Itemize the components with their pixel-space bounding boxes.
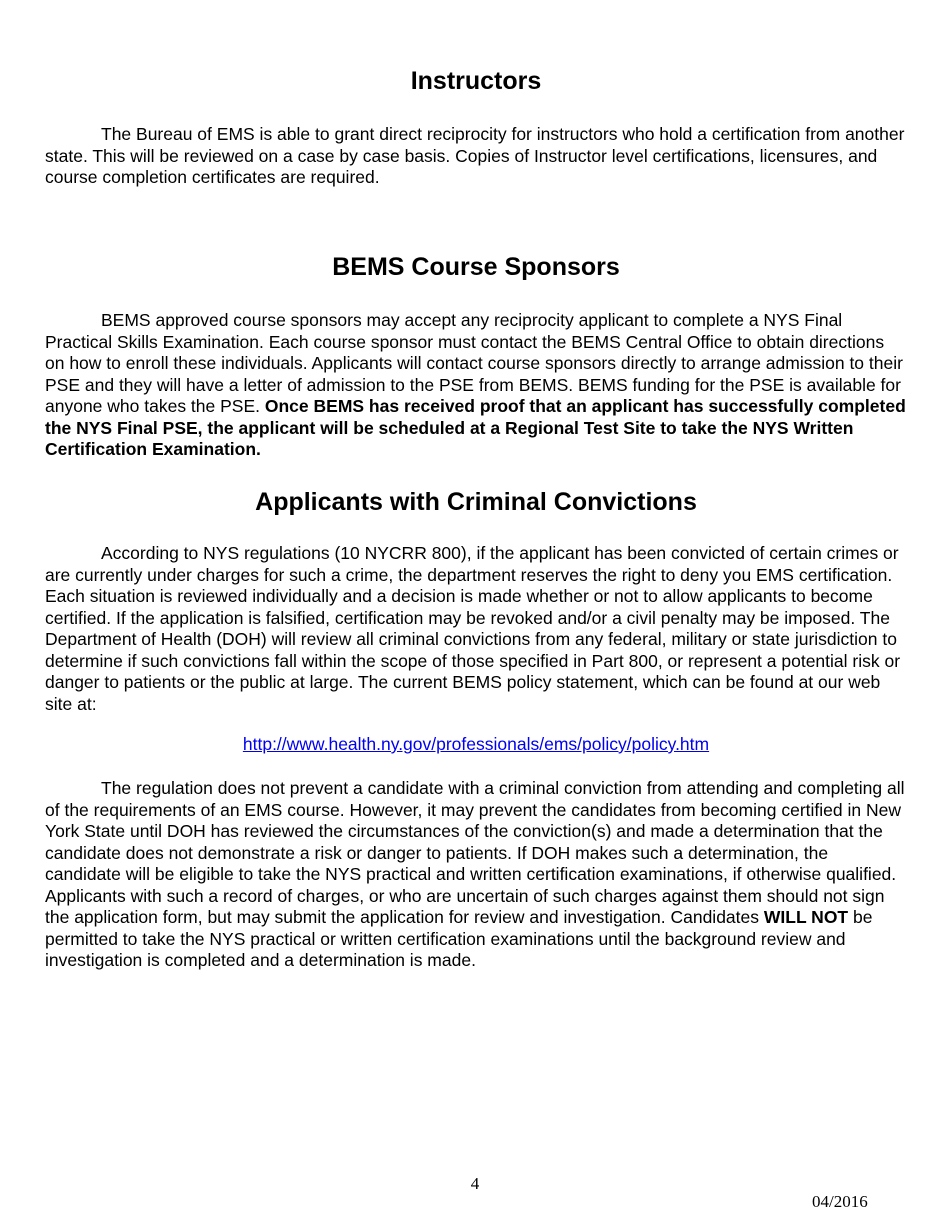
criminal-para2-text-b: be permitted to take the NYS practical or written certification examinations until the background review and investigation is completed and a determination is made. [45,907,873,970]
criminal-para2-text-a: The regulation does not prevent a candidate with a criminal conviction from attending and completing all of the requirements of an EMS course. However, it may prevent the candidates from becoming certified in New York State until DOH has reviewed the circumstances of the conviction(s) and made a determination that the candidate does not demonstrate a risk or danger to patients. If DOH makes such a determination, the candidate will be eligible to take the NYS practical and written certification examinations, if otherwise qualified. Applicants with such a record of charges, or who are uncertain of such charges against them should not sign the application form, but may submit the application for review and investigation. Candidates [45,778,905,927]
heading-instructors: Instructors [410,67,542,95]
policy-link[interactable]: http://www.health.ny.gov/professionals/ems/policy/policy.htm [242,734,710,754]
heading-criminal-convictions: Applicants with Criminal Convictions [255,488,697,516]
will-not-bold: WILL NOT [763,907,849,927]
policy-link-line [45,734,907,756]
paragraph-instructors: The Bureau of EMS is able to grant direct reciprocity for instructors who hold a certification from another state. This will be reviewed on a case by case basis. Copies of Instructor level certifications, licensures, and course completion certificates are required. [45,124,905,187]
heading-course-sponsors: BEMS Course Sponsors [332,253,620,281]
sponsors-bold-text: Once BEMS has received proof that an applicant has successfully completed the NYS Final PSE, the applicant will be scheduled at a Regional Test Site to take the NYS Written Certification Examination. [45,396,906,459]
page-number: 4 [470,1174,480,1193]
paragraph-criminal-regulation-details [45,778,907,972]
paragraph-criminal-regulations: According to NYS regulations (10 NYCRR 800), if the applicant has been convicted of certain crimes or are currently under charges for such a crime, the department reserves the right to deny you EMS certification. Each situation is reviewed individually and a decision is made whether or not to allow applicants to become certified. If the application is falsified, certification may be revoked and/or a civil penalty may be imposed. The Department of Health (DOH) will review all criminal convictions from any federal, military or state jurisdiction to determine if such convictions fall within the scope of those specified in Part 800, or represent a potential risk or danger to patients or the public at large. The current BEMS policy statement, which can be found at our web site at: [45,543,901,714]
paragraph-course-sponsors [45,310,907,461]
revision-date: 04/2016 [812,1192,868,1211]
sponsors-body-text: BEMS approved course sponsors may accept any reciprocity applicant to complete a NYS Final Practical Skills Examination. Each course sponsor must contact the BEMS Central Office to obtain directions on how to enroll these individuals. Applicants will contact course sponsors directly to arrange admission to their PSE and they will have a letter of admission to the PSE from BEMS. BEMS funding for the PSE is available for anyone who takes the PSE. [45,310,903,416]
